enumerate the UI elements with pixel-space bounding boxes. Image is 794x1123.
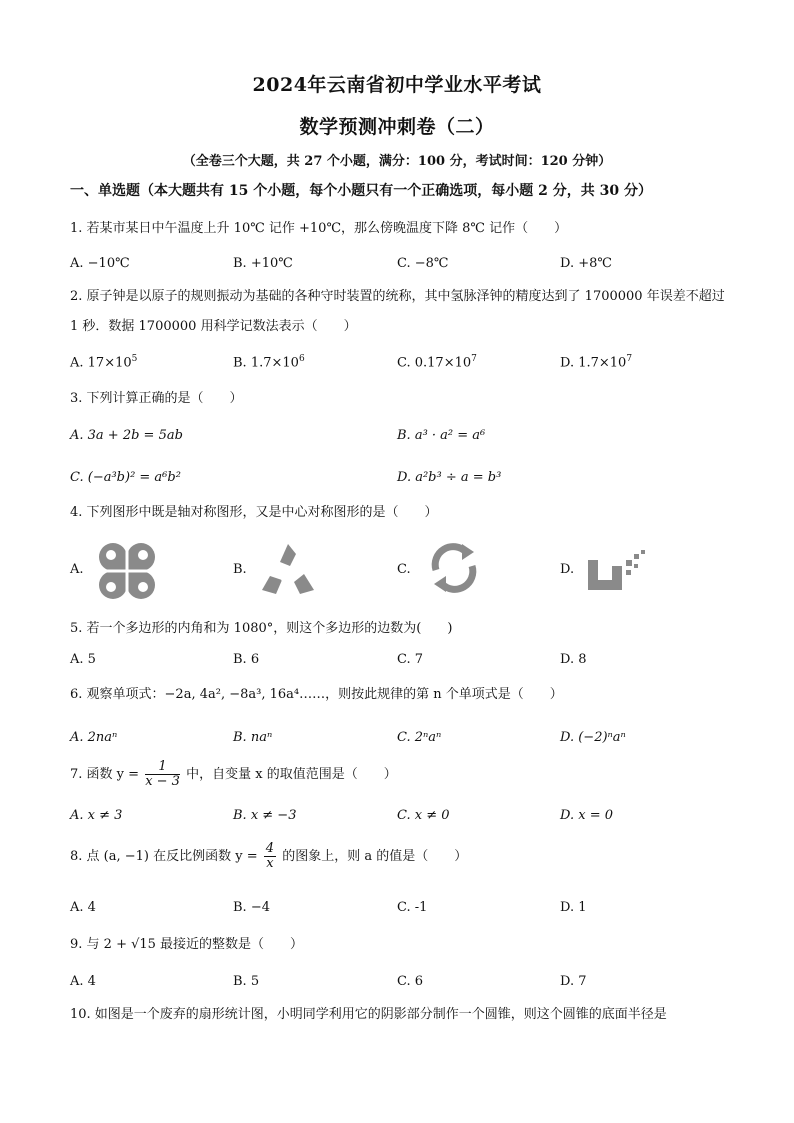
q7-option-c: C. x ≠ 0 [397, 808, 450, 823]
q8-option-c: C. -1 [397, 900, 428, 915]
question-3-options-row2 [70, 470, 730, 492]
q6-option-d: D. (−2)ⁿaⁿ [560, 730, 626, 745]
q2-option-a: A. $17\times 10^5$ [70, 354, 138, 371]
q5-option-b: B. 6 [233, 652, 260, 667]
question-9-stem: 9. 与 2 + √15 最接近的整数是（ ） [70, 937, 304, 952]
question-7-stem: 7. 函数 y = $\frac{1}{x - 3}$ 中，自变量 x 的取值范围是（ ） [70, 759, 397, 789]
q4-option-c-label: C. [397, 562, 411, 577]
q2-option-b: B. $1.7\times 10^6$ [233, 354, 305, 371]
q7-option-a: A. x ≠ 3 [70, 808, 123, 823]
exam-title: 2024年云南省初中学业水平考试 [252, 74, 542, 96]
q5-option-c: C. 7 [397, 652, 424, 667]
question-8-options [70, 900, 730, 922]
q2-option-c: C. $0.17\times 10^7$ [397, 354, 477, 371]
question-2-options [70, 354, 730, 376]
q1-option-b: B. +10℃ [233, 256, 293, 271]
q2-option-d: D. $1.7\times 10^7$ [560, 354, 633, 371]
q5-option-d: D. 8 [560, 652, 587, 667]
q4-option-a-label: A. [70, 562, 84, 577]
q3-option-d: D. a²b³ ÷ a = b³ [397, 470, 502, 485]
exam-subtitle: 数学预测冲刺卷（二） [299, 116, 495, 138]
q6-option-a: A. 2naⁿ [70, 730, 118, 745]
q3-option-a: A. 3a + 2b = 5ab [70, 428, 183, 443]
q7-fraction: $\frac{1}{x - 3}$ [145, 759, 180, 789]
q7-option-d: D. x = 0 [560, 808, 613, 823]
q1-option-a: A. −10℃ [70, 256, 130, 271]
question-5-stem: 5. 若一个多边形的内角和为 1080°，则这个多边形的边数为( ) [70, 621, 453, 636]
question-1-options [70, 256, 730, 278]
question-6-stem: 6. 观察单项式：−2a, 4a², −8a³, 16a⁴……，则按此规律的第 n 个单项式是（ ） [70, 687, 563, 702]
q9-option-b: B. 5 [233, 974, 260, 989]
question-4-stem: 4. 下列图形中既是轴对称图形，又是中心对称图形的是（ ） [70, 505, 438, 520]
q9-option-c: C. 6 [397, 974, 424, 989]
q7-option-b: B. x ≠ −3 [233, 808, 297, 823]
q4-option-d-label: D. [560, 562, 575, 577]
q9-option-d: D. 7 [560, 974, 587, 989]
question-6-options [70, 730, 730, 752]
q8-option-d: D. 1 [560, 900, 587, 915]
section-heading: 一、单选题（本大题共有 15 个小题，每个小题只有一个正确选项，每小题 2 分，共 30 分） [70, 183, 652, 199]
question-7-options [70, 808, 730, 830]
question-2-stem: 2. 原子钟是以原子的规则振动为基础的各种守时装置的统称，其中氢脉泽钟的精度达到了 1700000 年误差不超过 1 秒．数据 1700000 用科学记数法表示（ ） [70, 289, 725, 334]
q4-option-b-label: B. [233, 562, 247, 577]
exam-info: （全卷三个大题，共 27 个小题，满分：100 分，考试时间：120 分钟） [182, 154, 612, 169]
pixel-logo-figure-icon [584, 540, 654, 596]
question-9-options [70, 974, 730, 996]
question-5-options [70, 652, 730, 674]
question-8-stem: 8. 点 (a, −1) 在反比例函数 y = $\frac{4}{x}$ 的图象上，则 a 的值是（ ） [70, 841, 468, 871]
question-3-stem: 3. 下列计算正确的是（ ） [70, 391, 243, 406]
q1-option-d: D. +8℃ [560, 256, 612, 271]
q8-option-a: A. 4 [70, 900, 96, 915]
three-blade-figure-icon [256, 540, 320, 600]
question-10-stem: 10. 如图是一个废弃的扇形统计图，小明同学利用它的阴影部分制作一个圆锥，则这个圆锥的底面半径是 [70, 1007, 667, 1022]
recycle-arrows-figure-icon [426, 540, 482, 596]
q9-option-a: A. 4 [70, 974, 96, 989]
q6-option-b: B. naⁿ [233, 730, 273, 745]
q1-option-c: C. −8℃ [397, 256, 449, 271]
four-petal-figure-icon [96, 540, 158, 602]
q3-option-c: C. (−a³b)² = a⁶b² [70, 470, 181, 485]
question-1-stem: 1. 若某市某日中午温度上升 10℃ 记作 +10℃，那么傍晚温度下降 8℃ 记作（ ） [70, 221, 568, 236]
q8-option-b: B. −4 [233, 900, 270, 915]
q6-option-c: C. 2ⁿaⁿ [397, 730, 442, 745]
q8-fraction: $\frac{4}{x}$ [265, 841, 275, 871]
q5-option-a: A. 5 [70, 652, 96, 667]
question-3-options-row1 [70, 428, 730, 450]
q3-option-b: B. a³ · a² = a⁶ [397, 428, 486, 443]
